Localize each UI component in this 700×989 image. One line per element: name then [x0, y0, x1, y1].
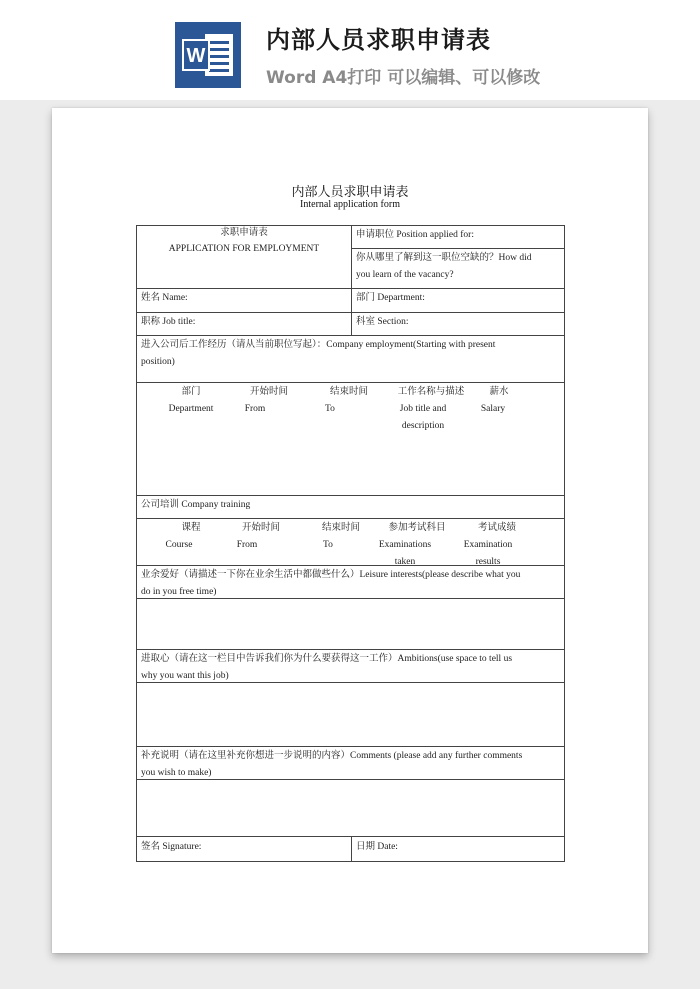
row-divider — [137, 649, 564, 650]
training-col-cn: 考试成绩 — [477, 523, 516, 533]
row-divider — [351, 248, 564, 249]
header-banner — [0, 0, 700, 100]
employment-col-en: To — [325, 404, 335, 414]
vacancy-question-line1: 你从哪里了解到这一职位空缺的？How did — [356, 253, 532, 263]
row-divider — [137, 518, 564, 519]
ambitions-heading-line2: why you want this job) — [141, 671, 229, 681]
company-training-label: 公司培训 Company training — [141, 500, 251, 510]
form-title: 内部人员求职申请表 — [291, 185, 409, 200]
employment-col-cn: 薪水 — [489, 387, 509, 397]
employment-col-cn: 结束时间 — [329, 387, 368, 397]
employment-col-cn: 开始时间 — [249, 387, 288, 397]
signature-label: 签名 Signature: — [141, 842, 202, 852]
training-col-cn: 参加考试科目 — [388, 523, 446, 533]
position-applied-label: 申请职位 Position applied for: — [356, 230, 474, 240]
training-col-cn: 结束时间 — [321, 523, 360, 533]
job-title-label: 职称 Job title: — [141, 317, 196, 327]
employment-col-en: Salary — [480, 404, 506, 414]
leisure-heading-line1: 业余爱好（请描述一下你在业余生活中都做些什么）Leisure interests(please describe what you — [141, 570, 521, 580]
training-col-cn: 开始时间 — [241, 523, 280, 533]
employment-col-cn: 部门 — [181, 387, 201, 397]
date-label: 日期 Date: — [356, 842, 398, 852]
employment-col-en: From — [244, 404, 266, 414]
application-form-table — [136, 225, 565, 862]
training-col-en: Examinations taken — [378, 540, 432, 567]
training-col-cn: 课程 — [181, 523, 201, 533]
training-col-en: From — [236, 540, 258, 550]
employment-col-en: Department — [168, 404, 214, 414]
section-label: 科室 Section: — [356, 317, 409, 327]
employment-col-cn: 工作名称与描述 — [397, 387, 465, 397]
ambitions-heading-line1: 进取心（请在这一栏目中告诉我们你为什么要获得这一工作）Ambitions(use space to tell us — [141, 654, 513, 664]
row-divider — [137, 382, 564, 383]
word-icon-letter: W — [186, 45, 206, 67]
document-page — [52, 108, 648, 953]
row-divider — [137, 335, 564, 336]
training-col-en: To — [323, 540, 333, 550]
comments-heading-line2: you wish to make) — [141, 768, 212, 778]
training-col-en: Course — [165, 540, 193, 550]
comments-heading-line1: 补充说明（请在这里补充你想进一步说明的内容）Comments (please add any further comments — [141, 751, 523, 761]
department-label: 部门 Department: — [356, 293, 425, 303]
application-en: APPLICATION FOR EMPLOYMENT — [168, 244, 320, 254]
leisure-heading-line2: do in you free time) — [141, 587, 217, 597]
word-document-icon — [175, 22, 241, 88]
banner-subtitle: Word A4打印 可以编辑、可以修改 — [266, 68, 541, 88]
column-divider — [351, 226, 352, 335]
employment-heading-line1: 进入公司后工作经历（请从当前职位写起）：Company employment(Starting with present — [141, 340, 496, 350]
employment-heading-line2: position) — [141, 357, 175, 367]
banner-title: 内部人员求职申请表 — [266, 26, 491, 54]
employment-col-en: Job title and description — [399, 404, 447, 431]
row-divider — [137, 495, 564, 496]
name-label: 姓名 Name: — [141, 293, 188, 303]
form-subtitle: Internal application form — [300, 199, 400, 210]
vacancy-question-line2: you learn of the vacancy? — [356, 270, 454, 280]
training-col-en: Examination results — [463, 540, 513, 567]
column-divider — [351, 836, 352, 861]
row-divider — [137, 746, 564, 747]
application-cn: 求职申请表 — [220, 228, 268, 238]
